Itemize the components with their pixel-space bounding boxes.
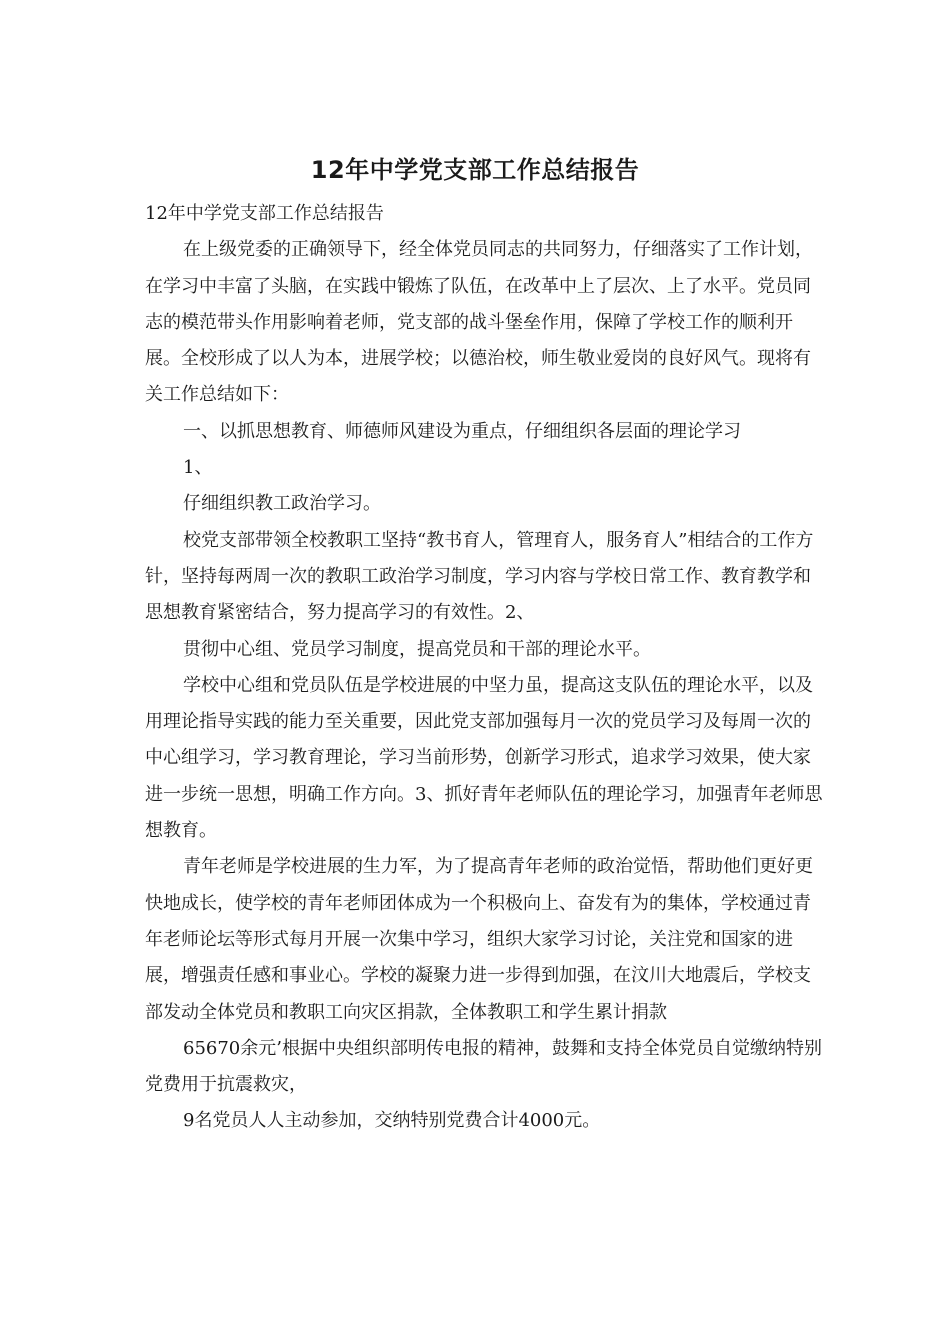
item-heading-2: 贯彻中心组、党员学习制度，提高党员和干部的理论水平。 xyxy=(183,638,651,660)
paragraph-intro: 在上级党委的正确领导下，经全体党员同志的共同努力，仔细落实了工作计划，在学习中丰富了头脑，在实践中锻炼了队伍，在改革中上了层次、上了水平。党员同志的模范带头作用影响着老师，党支部的战斗堡垒作用，保障了学校工作的顺利开展。全校形成了以人为本，进展学校；以德治校，师生敬业爱岗的良好风气。现将有关工作总结如下： xyxy=(145,239,813,406)
paragraph-donation: 65670余元’根据中央组织部明传电报的精神，鼓舞和支持全体党员自觉缴纳特别党费用于抗震救灾， xyxy=(145,1037,822,1096)
paragraph-staff-study: 校党支部带领全校教职工坚持“教书育人，管理育人，服务育人”相结合的工作方针，坚持每两周一次的教职工政治学习制度，学习内容与学校日常工作、教育教学和思想教育紧密结合，努力提高学习的有效性。2、 xyxy=(145,529,814,624)
document-title: 12年中学党支部工作总结报告 xyxy=(310,156,640,184)
paragraph-special-fee: 9名党员人人主动参加，交纳特别党费合计4000元。 xyxy=(183,1110,601,1132)
document-body xyxy=(145,196,825,1140)
item-heading-1: 仔细组织教工政治学习。 xyxy=(183,493,381,515)
item-number-1: 1、 xyxy=(183,457,213,479)
document-subtitle: 12年中学党支部工作总结报告 xyxy=(145,203,384,224)
section-heading-1: 一、以抓思想教育、师德师风建设为重点，仔细组织各层面的理论学习 xyxy=(183,420,741,442)
paragraph-party-study: 学校中心组和党员队伍是学校进展的中坚力虽，提高这支队伍的理论水平，以及用理论指导实践的能力至关重要，因此党支部加强每月一次的党员学习及每周一次的中心组学习，学习教育理论，学习当前形势，创新学习形式，追求学习效果，使大家进一步统一思想，明确工作方向。3、抓好青年老师队伍的理论学习，加强青年老师思想教育。 xyxy=(145,674,823,842)
paragraph-young-teachers: 青年老师是学校进展的生力军，为了提高青年老师的政治觉悟，帮助他们更好更快地成长，使学校的青年老师团体成为一个积极向上、奋发有为的集体，学校通过青年老师论坛等形式每月开展一次集中学习，组织大家学习讨论，关注党和国家的进展，增强责任感和事业心。学校的凝聚力进一步得到加强，在汶川大地震后，学校支部发动全体党员和教职工向灾区捐款，全体教职工和学生累计捐款 xyxy=(145,856,813,1023)
